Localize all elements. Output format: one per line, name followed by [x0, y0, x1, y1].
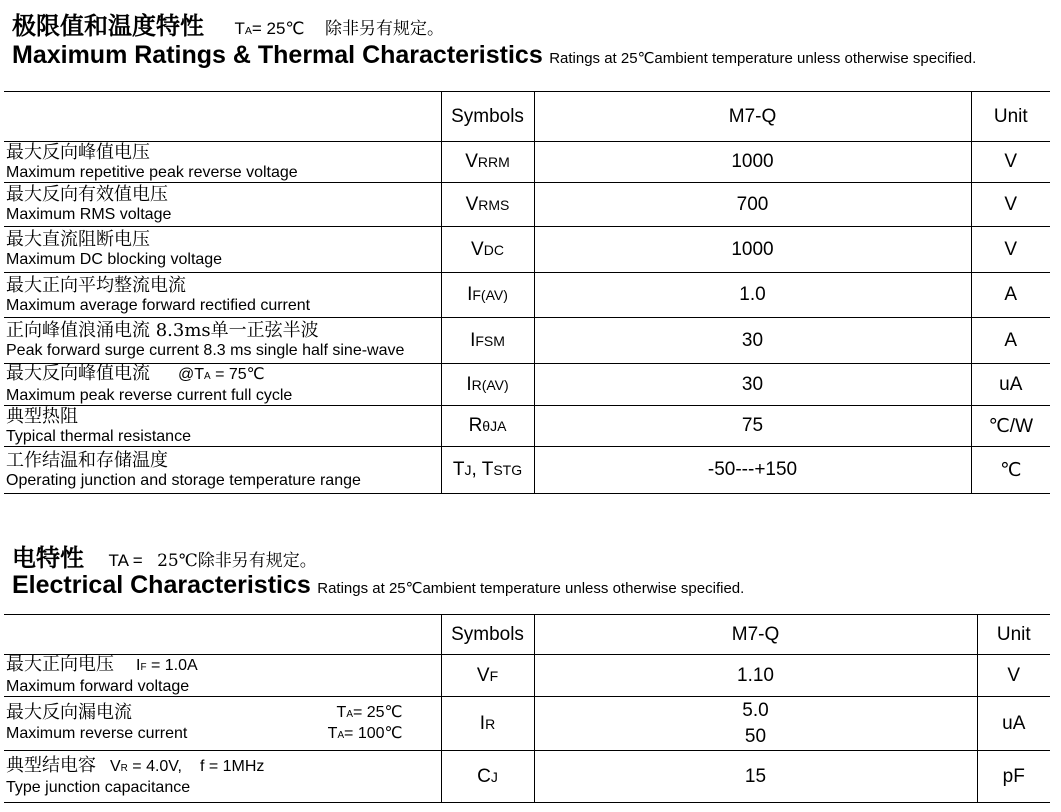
unit: V — [971, 227, 1050, 273]
temp-condition-2: TA= 100℃ — [327, 724, 403, 742]
value: 30 — [534, 318, 971, 364]
unit: ℃ — [971, 447, 1050, 494]
table-header-row — [4, 92, 1050, 142]
temp-condition-1: TA= 25℃ — [336, 703, 403, 721]
unit: A — [971, 273, 1050, 318]
value: 30 — [534, 364, 971, 406]
table-row: 最大直流阻断电压 Maximum DC blocking voltage VDC 1000 V — [4, 227, 1050, 273]
value: 1.10 — [534, 655, 977, 697]
electrical-table — [4, 614, 1050, 803]
symbol: IR(AV) — [441, 364, 534, 406]
section1-note: Ratings at 25℃ambient temperature unless otherwise specified. — [549, 50, 977, 67]
section2-note: Ratings at 25℃ambient temperature unless otherwise specified. — [317, 580, 745, 597]
table-row: 最大反向有效值电压 Maximum RMS voltage VRMS 700 V — [4, 183, 1050, 227]
value: 5.0 50 — [534, 697, 977, 751]
section1-heading-cn — [12, 6, 444, 41]
section2-title-en: Electrical Characteristics — [12, 571, 311, 599]
header-unit: Unit — [971, 92, 1050, 142]
table-row: 最大正向平均整流电流 Maximum average forward rectified current IF(AV) 1.0 A — [4, 273, 1050, 318]
section2-condition: TA = — [108, 551, 143, 570]
symbol: RθJA — [441, 406, 534, 447]
symbol: IR — [441, 697, 534, 751]
row-condition: VR = 4.0V, f = 1MHz — [110, 758, 265, 775]
table-row: 典型结电容 VR = 4.0V, f = 1MHz Type junction capacitance CJ 15 pF — [4, 751, 1050, 803]
value: 1.0 — [534, 273, 971, 318]
table-row: 典型热阻 Typical thermal resistance RθJA 75 ℃/W — [4, 406, 1050, 447]
unit: pF — [977, 751, 1050, 803]
unit: A — [971, 318, 1050, 364]
value: 15 — [534, 751, 977, 803]
unit: ℃/W — [971, 406, 1050, 447]
table-row: 工作结温和存储温度 Operating junction and storage temperature range TJ, TSTG -50---+150 ℃ — [4, 447, 1050, 494]
header-part: M7-Q — [534, 615, 977, 655]
value: 1000 — [534, 227, 971, 273]
symbol: VRMS — [441, 183, 534, 227]
symbol: VDC — [441, 227, 534, 273]
symbol: CJ — [441, 751, 534, 803]
row-condition: IF = 1.0A — [136, 657, 198, 674]
header-unit: Unit — [977, 615, 1050, 655]
table-row: 最大反向漏电流 TA= 25℃ Maximum reverse current TA= 100℃ IR 5.0 50 uA — [4, 697, 1050, 751]
value: 1000 — [534, 142, 971, 183]
value: -50---+150 — [534, 447, 971, 494]
section1-title-en: Maximum Ratings & Thermal Characteristics — [12, 41, 543, 69]
symbol: IFSM — [441, 318, 534, 364]
value: 700 — [534, 183, 971, 227]
section2-condition-cn: 25℃除非另有规定。 — [157, 551, 317, 571]
header-symbols: Symbols — [441, 615, 534, 655]
symbol: TJ, TSTG — [441, 447, 534, 494]
row-condition: @TA = 75℃ — [178, 366, 265, 383]
unit: uA — [977, 697, 1050, 751]
section1-title-cn: 极限值和温度特性 — [12, 11, 204, 40]
table-row: 正向峰值浪涌电流 8.3ms单一正弦半波 Peak forward surge current 8.3 ms single half sine-wave IFSM 30 A — [4, 318, 1050, 364]
section1-condition: TA= 25℃ — [234, 19, 305, 38]
value: 75 — [534, 406, 971, 447]
section2-heading-cn — [12, 538, 317, 573]
table-row: 最大正向电压 IF = 1.0A Maximum forward voltage VF 1.10 V — [4, 655, 1050, 697]
unit: V — [977, 655, 1050, 697]
symbol: IF(AV) — [441, 273, 534, 318]
header-part: M7-Q — [534, 92, 971, 142]
unit: V — [971, 142, 1050, 183]
unit: V — [971, 183, 1050, 227]
section2-title-cn: 电特性 — [12, 543, 84, 572]
symbol: VRRM — [441, 142, 534, 183]
table-row: 最大反向峰值电压 Maximum repetitive peak reverse voltage VRRM 1000 V — [4, 142, 1050, 183]
max-ratings-table — [4, 91, 1050, 494]
symbol: VF — [441, 655, 534, 697]
table-header-row — [4, 615, 1050, 655]
section1-heading-en — [12, 41, 976, 70]
section2-heading-en — [12, 571, 744, 600]
table-row: 最大反向峰值电流 @TA = 75℃ Maximum peak reverse current full cycle IR(AV) 30 uA — [4, 364, 1050, 406]
unit: uA — [971, 364, 1050, 406]
header-symbols: Symbols — [441, 92, 534, 142]
section1-condition-cn: 除非另有规定。 — [324, 19, 444, 39]
